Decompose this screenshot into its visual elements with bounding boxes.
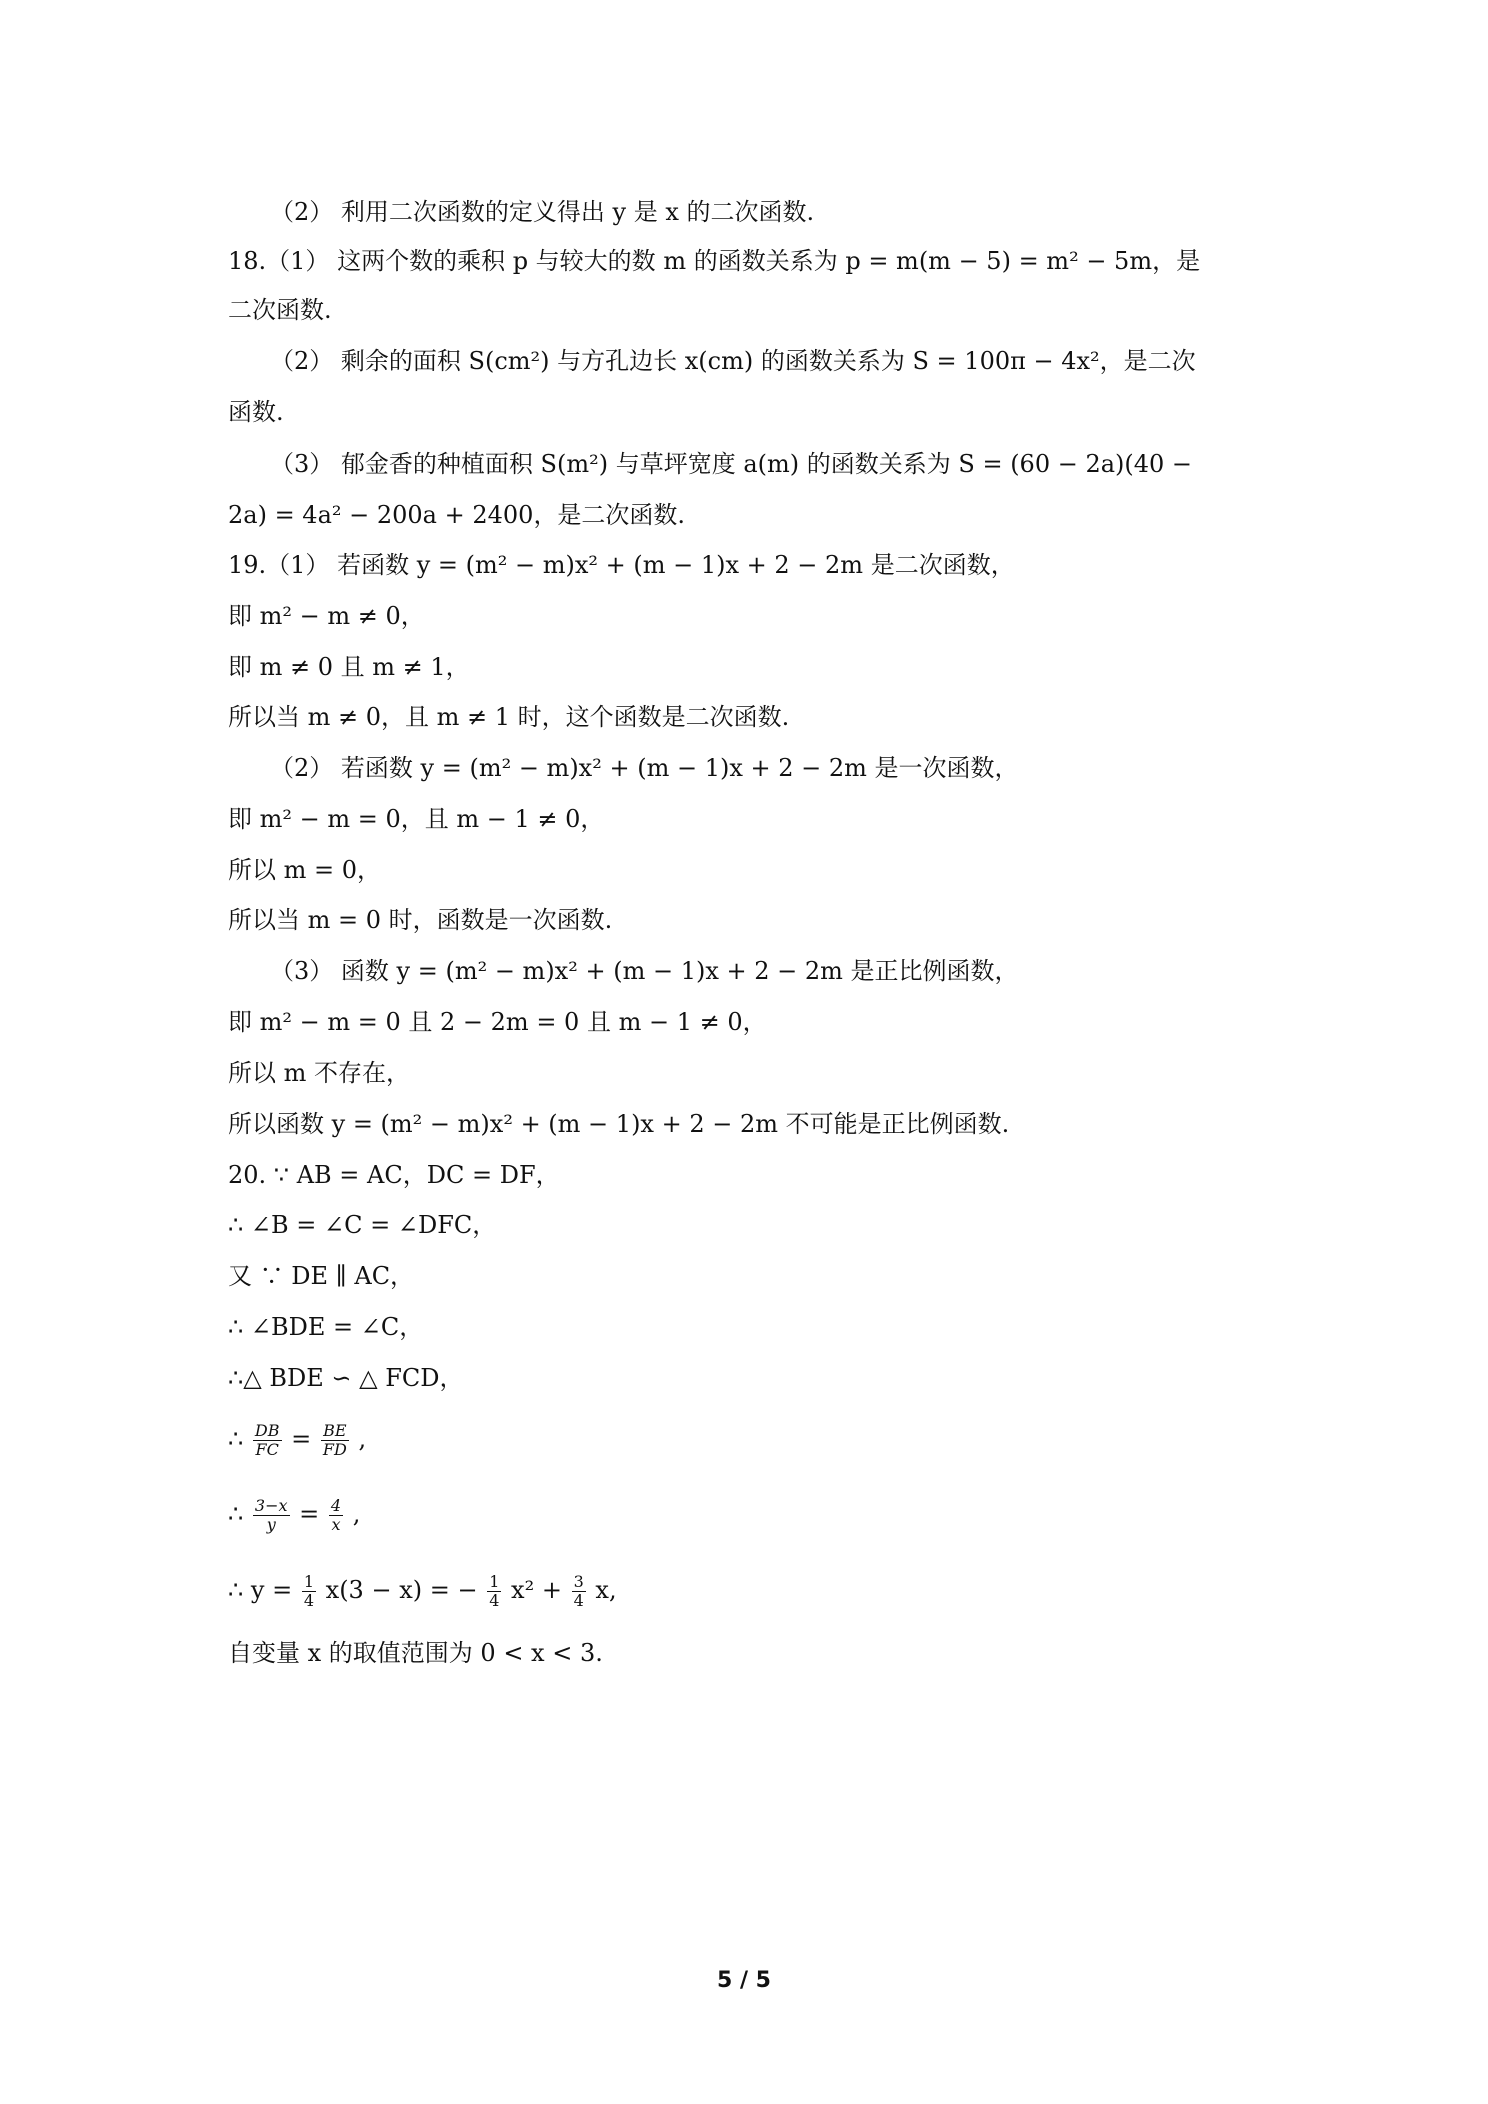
fraction-denominator: x [331,1515,341,1534]
text-line: 20. ∵ AB = AC，DC = DF， [228,1161,560,1189]
text-line: ∴△ BDE ∽ △ FCD， [228,1364,464,1392]
text-fragment: ∴ [228,1425,251,1453]
fraction [572,1573,586,1610]
fraction-numerator: DB [254,1421,280,1440]
text-line: 自变量 x 的取值范围为 0 < x < 3. [228,1639,603,1667]
fraction [321,1422,349,1459]
fraction-line-1 [228,1422,366,1459]
page-number: 5 / 5 [717,1968,771,1993]
fraction-numerator: BE [323,1421,347,1440]
fraction-numerator: 1 [489,1572,500,1591]
text-line: ∴ ∠BDE = ∠C， [228,1313,424,1341]
fraction-numerator: 3−x [254,1496,288,1515]
text-fragment: ∴ [228,1500,251,1528]
fraction [329,1497,343,1534]
text-line: 19.（1） 若函数 y = (m² − m)x² + (m − 1)x + 2 − 2m 是二次函数， [228,551,1015,579]
text-line: 所以当 m ≠ 0，且 m ≠ 1 时，这个函数是二次函数. [228,703,790,731]
text-line: （2） 利用二次函数的定义得出 y 是 x 的二次函数. [270,198,815,226]
text-line: 所以 m = 0， [228,856,382,884]
text-fragment: x, [595,1576,617,1604]
fraction-denominator: FD [322,1440,347,1459]
text-line: 即 m² − m = 0，且 m − 1 ≠ 0， [228,805,605,833]
text-line: 所以当 m = 0 时，函数是一次函数. [228,906,613,934]
fraction [302,1573,316,1610]
text-fragment: x² + [511,1576,570,1604]
text-line: 2a) = 4a² − 200a + 2400，是二次函数. [228,501,686,529]
fraction-numerator: 3 [573,1572,584,1591]
text-line: （3） 函数 y = (m² − m)x² + (m − 1)x + 2 − 2m 是正比例函数， [270,957,1019,985]
fraction-denominator: FC [255,1440,279,1459]
fraction-denominator: 4 [303,1591,315,1610]
fraction [253,1497,290,1534]
text-fragment: , [358,1425,367,1453]
fraction [253,1422,282,1459]
text-fragment: = [291,1425,319,1453]
fraction-numerator: 1 [303,1572,315,1591]
fraction-denominator: y [266,1515,276,1534]
text-line: 即 m² − m = 0 且 2 − 2m = 0 且 m − 1 ≠ 0， [228,1008,767,1036]
text-line: 所以函数 y = (m² − m)x² + (m − 1)x + 2 − 2m 不可能是正比例函数. [228,1110,1010,1138]
text-line: （2） 若函数 y = (m² − m)x² + (m − 1)x + 2 − 2m 是一次函数， [270,754,1019,782]
fraction-line-3 [228,1573,617,1610]
text-line: 18.（1） 这两个数的乘积 p 与较大的数 m 的函数关系为 p = m(m − 5) = m² − 5m，是 [228,247,1201,275]
fraction-numerator: 4 [330,1496,342,1515]
text-line: （2） 剩余的面积 S(cm²) 与方孔边长 x(cm) 的函数关系为 S = 100π − 4x²，是二次 [270,347,1196,375]
text-line: 即 m² − m ≠ 0， [228,602,425,630]
text-fragment: , [352,1500,361,1528]
text-line: 二次函数. [228,296,332,324]
text-fragment: = [299,1500,327,1528]
text-fragment: ∴ y = [228,1576,300,1604]
text-line: 函数. [228,398,284,426]
text-line: 所以 m 不存在， [228,1059,411,1087]
fraction-line-2 [228,1497,360,1534]
fraction-denominator: 4 [489,1591,500,1610]
text-line: ∴ ∠B = ∠C = ∠DFC， [228,1211,497,1239]
text-line: 又 ∵ DE ∥ AC， [228,1262,415,1290]
text-line: 即 m ≠ 0 且 m ≠ 1， [228,653,470,681]
text-line: （3） 郁金香的种植面积 S(m²) 与草坪宽度 a(m) 的函数关系为 S = (60 − 2a)(40 − [270,450,1193,478]
text-fragment: x(3 − x) = − [325,1576,478,1604]
fraction-denominator: 4 [573,1591,584,1610]
fraction [487,1573,501,1610]
